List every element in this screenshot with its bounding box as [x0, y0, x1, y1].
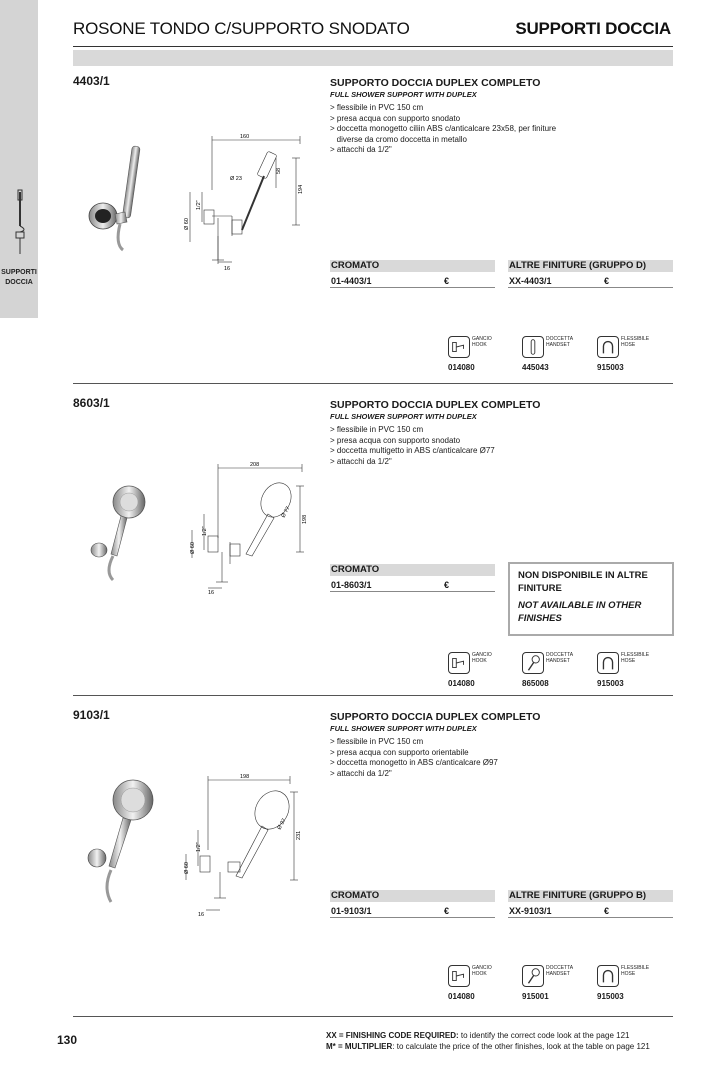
- product-photo: [75, 144, 145, 254]
- accessory-label-en: HOSE: [621, 658, 636, 664]
- feature-item: > presa acqua con supporto snodato: [330, 435, 461, 445]
- accessory-code: 014080: [448, 679, 475, 688]
- footer-note-finishing: [326, 1030, 629, 1041]
- shower-support-icon: [4, 188, 36, 258]
- accessory-code: 445043: [522, 363, 549, 372]
- dim-diameter: Ø 23: [230, 176, 242, 182]
- accessory-label-it: GANCIO: [472, 965, 492, 971]
- article-code: 01-4403/1: [331, 276, 372, 286]
- finish-row-chrome: [330, 274, 495, 288]
- feature-item: > attacchi da 1/2": [330, 145, 392, 154]
- finish-header-other: ALTRE FINITURE (GRUPPO D): [508, 260, 673, 272]
- finish-row-chrome: [330, 904, 495, 918]
- accessory-label-it: DOCCETTA: [546, 652, 574, 658]
- accessory-label: [621, 965, 649, 977]
- accessory-code: 014080: [448, 992, 475, 1001]
- feature-item: > doccetta multigetto in ABS c/anticalcare Ø77: [330, 446, 495, 455]
- accessory-label-it: DOCCETTA: [546, 336, 574, 342]
- accessory-label: [546, 336, 573, 348]
- accessory-label-it: FLESSIBILE: [621, 336, 650, 342]
- product-photo: [75, 484, 155, 584]
- hose-icon: [597, 652, 619, 674]
- product-title: SUPPORTO DOCCIA DUPLEX COMPLETO: [330, 399, 541, 411]
- accessory-label-it: GANCIO: [472, 336, 492, 342]
- accessory-label: [472, 652, 492, 664]
- sidebar-tab: [0, 0, 38, 318]
- product-code: 8603/1: [73, 396, 110, 410]
- sidebar-label-line2: DOCCIA: [5, 279, 33, 286]
- product-code: 4403/1: [73, 74, 110, 88]
- price-symbol: €: [444, 276, 450, 286]
- not-available-it: NON DISPONIBILE IN ALTRE FINITURE: [518, 570, 648, 594]
- page-number: 130: [57, 1033, 78, 1047]
- not-available-en: NOT AVAILABLE IN OTHER FINISHES: [518, 600, 642, 624]
- hose-icon: [597, 965, 619, 987]
- section-divider: [73, 695, 673, 696]
- accessory-label: [621, 336, 649, 348]
- article-code: 01-9103/1: [331, 906, 372, 916]
- accessory-label: [621, 652, 649, 664]
- product-title: SUPPORTO DOCCIA DUPLEX COMPLETO: [330, 77, 541, 89]
- feature-list: [330, 425, 630, 467]
- product-subtitle: FULL SHOWER SUPPORT WITH DUPLEX: [330, 90, 477, 99]
- page-category: SUPPORTI DOCCIA: [515, 19, 671, 38]
- accessory-label-en: HANDSET: [546, 658, 570, 664]
- feature-item: > attacchi da 1/2": [330, 456, 392, 466]
- accessory-label: [472, 965, 492, 977]
- accessory-label-en: HOSE: [621, 342, 636, 348]
- accessory-hook: [448, 652, 528, 696]
- accessory-label-en: HOOK: [472, 971, 487, 977]
- accessory-code: 915003: [597, 679, 624, 688]
- price-symbol: €: [604, 906, 610, 916]
- accessory-hose: [597, 652, 677, 696]
- finish-row-other: [508, 904, 673, 918]
- section-divider: [73, 1016, 673, 1017]
- accessory-label-en: HANDSET: [546, 342, 570, 348]
- handset-icon: [522, 965, 544, 987]
- accessory-handset: [522, 965, 602, 1009]
- finish-row-chrome: [330, 578, 495, 592]
- product-photo: [75, 778, 165, 908]
- product-subtitle: FULL SHOWER SUPPORT WITH DUPLEX: [330, 724, 477, 733]
- dim-width: 208: [250, 462, 260, 468]
- dim-base: 16: [198, 912, 205, 918]
- accessory-hose: [597, 965, 677, 1009]
- feature-item: > doccetta monogetto in ABS c/anticalcare Ø97: [330, 758, 498, 767]
- not-available-notice: [508, 562, 674, 636]
- accessory-code: 014080: [448, 363, 475, 372]
- finish-row-other: [508, 274, 673, 288]
- dim-height: 198: [302, 514, 308, 524]
- accessory-label-it: DOCCETTA: [546, 965, 574, 971]
- accessory-handset: [522, 652, 602, 696]
- feature-item: > flessibile in PVC 150 cm: [330, 103, 424, 112]
- footer-note-multiplier: [326, 1041, 650, 1052]
- finish-header-other: ALTRE FINITURE (GRUPPO B): [508, 890, 673, 902]
- accessory-code: 915003: [597, 363, 624, 372]
- product-subtitle: FULL SHOWER SUPPORT WITH DUPLEX: [330, 412, 477, 421]
- dim-thread: 1/2": [196, 200, 202, 210]
- dim-base: 16: [208, 590, 215, 596]
- product-title: SUPPORTO DOCCIA DUPLEX COMPLETO: [330, 711, 541, 723]
- hook-icon: [448, 652, 470, 674]
- accessory-label-it: FLESSIBILE: [621, 965, 650, 971]
- accessory-label-it: GANCIO: [472, 652, 492, 658]
- technical-drawing: [172, 130, 312, 275]
- product-code: 9103/1: [73, 708, 110, 722]
- accessory-label: [472, 336, 492, 348]
- feature-item: > doccetta monogetto ciliin ABS c/anticalcare 23x58, per finiture: [330, 124, 557, 133]
- footer-note-key: M* = MULTIPLIER: [326, 1042, 393, 1051]
- dim-diameter: Ø 77: [280, 505, 292, 519]
- price-symbol: €: [444, 906, 450, 916]
- handset-icon: [522, 336, 544, 358]
- feature-item: diverse da cromo doccetta in metallo: [330, 134, 467, 144]
- accessory-code: 865008: [522, 679, 549, 688]
- dim-thread: 1/2": [202, 526, 208, 536]
- dim-base: 16: [224, 266, 231, 272]
- accessory-label-en: HOSE: [621, 971, 636, 977]
- feature-list: [330, 737, 630, 779]
- footer-note-text: : to calculate the price of the other finishes, look at the table on page 121: [392, 1042, 650, 1051]
- hook-icon: [448, 965, 470, 987]
- dim-diameter: Ø 97: [276, 817, 288, 831]
- technical-drawing: [172, 770, 322, 920]
- technical-drawing: [172, 458, 322, 603]
- dim-width: 160: [240, 134, 250, 140]
- handset-icon: [522, 652, 544, 674]
- dim-thread: 1/2": [196, 842, 202, 852]
- accessory-label-en: HOOK: [472, 342, 487, 348]
- feature-item: > presa acqua con supporto snodato: [330, 113, 461, 123]
- hook-icon: [448, 336, 470, 358]
- accessory-label: [546, 652, 573, 664]
- accessory-code: 915003: [597, 992, 624, 1001]
- dim-rosette: Ø 60: [184, 862, 190, 874]
- dim-width: 198: [240, 774, 250, 780]
- feature-item: > presa acqua con supporto orientabile: [330, 747, 469, 757]
- accessory-handset: [522, 336, 602, 380]
- article-code: XX-9103/1: [509, 906, 552, 916]
- finish-header-chrome: CROMATO: [330, 260, 495, 272]
- sidebar-label-line1: SUPPORTI: [1, 269, 37, 276]
- dim-rosette: Ø 60: [184, 218, 190, 230]
- article-code: XX-4403/1: [509, 276, 552, 286]
- accessory-hose: [597, 336, 677, 380]
- accessory-label-en: HOOK: [472, 658, 487, 664]
- article-code: 01-8603/1: [331, 580, 372, 590]
- page-title: ROSONE TONDO C/SUPPORTO SNODATO: [73, 19, 410, 38]
- header-band: [73, 50, 673, 66]
- feature-item: > flessibile in PVC 150 cm: [330, 737, 424, 746]
- sidebar-label: [0, 268, 38, 288]
- finish-header-chrome: CROMATO: [330, 564, 495, 576]
- finish-header-chrome: CROMATO: [330, 890, 495, 902]
- accessory-label-en: HANDSET: [546, 971, 570, 977]
- price-symbol: €: [444, 580, 450, 590]
- dim-rosette: Ø 60: [190, 542, 196, 554]
- footer-note-key: XX = FINISHING CODE REQUIRED:: [326, 1031, 459, 1040]
- hose-icon: [597, 336, 619, 358]
- price-symbol: €: [604, 276, 610, 286]
- header-divider: [73, 46, 673, 47]
- accessory-hook: [448, 965, 528, 1009]
- feature-list: [330, 103, 630, 156]
- dim-height: 231: [296, 830, 302, 840]
- accessory-label: [546, 965, 573, 977]
- feature-item: > attacchi da 1/2": [330, 768, 392, 778]
- dim-handset-length: 58: [276, 167, 282, 174]
- accessory-label-it: FLESSIBILE: [621, 652, 650, 658]
- feature-item: > flessibile in PVC 150 cm: [330, 425, 424, 434]
- accessory-hook: [448, 336, 528, 380]
- section-divider: [73, 383, 673, 384]
- footer-note-text: to identify the correct code look at the page 121: [458, 1031, 630, 1040]
- dim-height: 194: [298, 184, 304, 194]
- accessory-code: 915001: [522, 992, 549, 1001]
